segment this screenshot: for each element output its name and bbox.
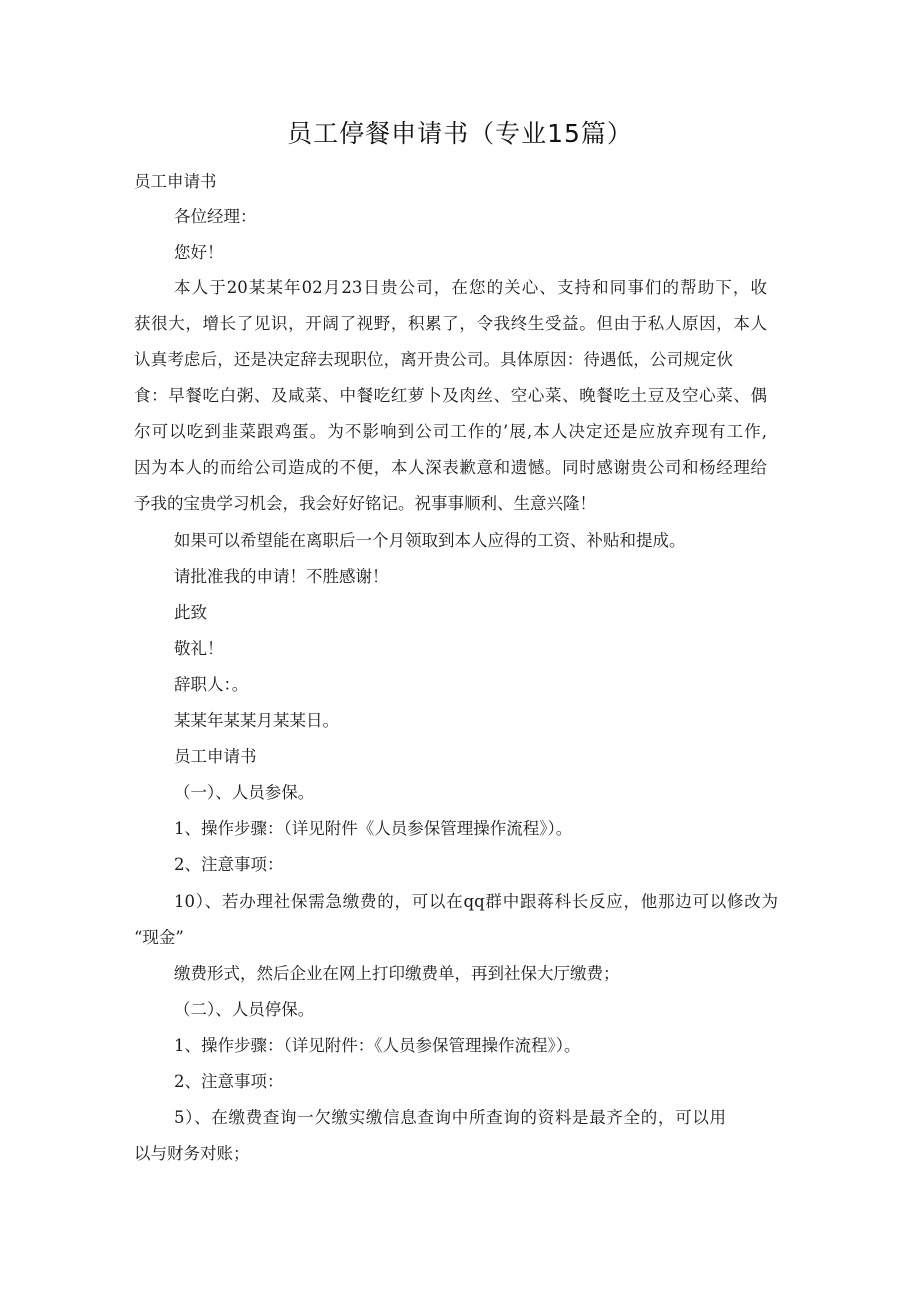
document-title: 员工停餐申请书（专业15篇） — [287, 119, 633, 148]
paragraph-line: 认真考虑后，还是决定辞去现职位，离开贵公司。具体原因：待遇低，公司规定伙 — [134, 350, 733, 369]
paragraph-line: 因为本人的而给公司造成的不便，本人深表歉意和遗憾。同时感谢贵公司和杨经理给 — [134, 458, 767, 477]
list-item: 1、操作步骤：（详见附件：《人员参保管理操作流程》）。 — [174, 1036, 581, 1055]
closing-line: 敬礼！ — [174, 639, 224, 658]
list-item: 2、注意事项： — [174, 855, 284, 874]
date-line: 某某年某某月某某日。 — [174, 711, 339, 730]
paragraph-line: 获很大，增长了见识，开阔了视野，积累了，令我终生受益。但由于私人原因，本人 — [134, 314, 767, 333]
paragraph-line: 如果可以希望能在离职后一个月领取到本人应得的工资、补贴和提成。 — [174, 531, 686, 550]
subsection-heading: （二）、人员停保。 — [174, 1000, 315, 1019]
list-item: 10）、若办理社保需急缴费的，可以在qq群中跟蒋科长反应，他那边可以修改为 — [174, 892, 778, 911]
paragraph-line: 食：早餐吃白粥、及咸菜、中餐吃红萝卜及肉丝、空心菜、晚餐吃土豆及空心菜、偶 — [134, 386, 767, 405]
paragraph-line: 本人于20某某年02月23日贵公司，在您的关心、支持和同事们的帮助下，收 — [174, 278, 767, 297]
closing-line: 此致 — [174, 603, 207, 622]
paragraph-line: “现金” — [134, 928, 184, 947]
paragraph-line: 以与财务对账； — [134, 1144, 250, 1163]
salutation: 各位经理： — [174, 207, 257, 226]
section-heading: 员工申请书 — [134, 172, 217, 191]
section-heading: 员工申请书 — [174, 747, 257, 766]
list-item: 2、注意事项： — [174, 1072, 284, 1091]
list-item: 5）、在缴费查询一欠缴实缴信息查询中所查询的资料是最齐全的，可以用 — [174, 1108, 726, 1127]
signature-line: 辞职人：。 — [174, 675, 249, 694]
list-item: 1、操作步骤：（详见附件《人员参保管理操作流程》）。 — [174, 819, 573, 838]
paragraph-line: 缴费形式，然后企业在网上打印缴费单，再到社保大厅缴费； — [174, 964, 620, 983]
subsection-heading: （一）、人员参保。 — [174, 783, 315, 802]
paragraph-line: 尔可以吃到韭菜跟鸡蛋。为不影响到公司工作的’展,本人决定还是应放弃现有工作, — [134, 422, 767, 441]
paragraph-line: 予我的宝贵学习机会，我会好好铭记。祝事事顺利、生意兴隆！ — [134, 494, 596, 513]
paragraph-line: 请批准我的申请！不胜感谢！ — [174, 567, 389, 586]
greeting: 您好！ — [174, 243, 224, 262]
